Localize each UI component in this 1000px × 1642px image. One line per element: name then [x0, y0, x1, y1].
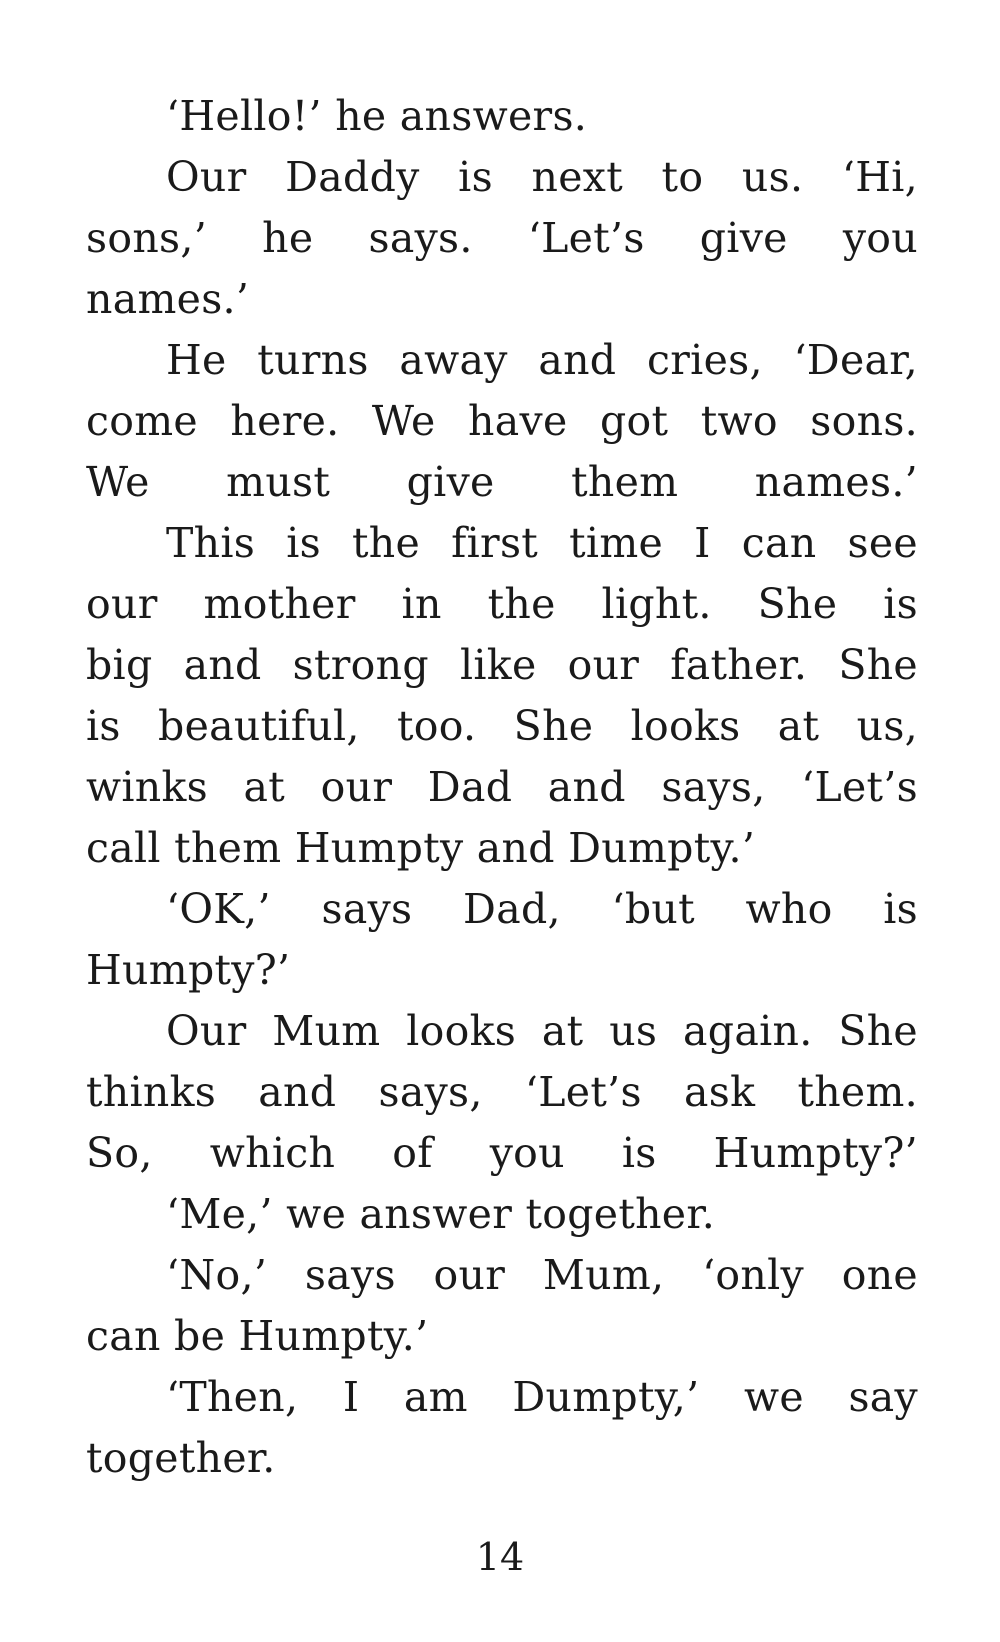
- text-line: ‘Hello!’ he answers.: [166, 92, 588, 140]
- page-number: 14: [475, 1535, 525, 1579]
- text-line: come here. We have got two sons.: [86, 397, 918, 445]
- text-line: So, which of you is Humpty?’: [86, 1129, 918, 1177]
- text-line: thinks and says, ‘Let’s ask them.: [86, 1068, 918, 1116]
- text-line: Humpty?’: [86, 946, 291, 994]
- text-line: sons,’ he says. ‘Let’s give you: [86, 214, 918, 262]
- text-line: call them Humpty and Dumpty.’: [86, 824, 756, 872]
- story-text: [86, 86, 918, 1489]
- text-line: big and strong like our father. She: [86, 641, 918, 689]
- text-line: our mother in the light. She is: [86, 580, 918, 628]
- text-line: He turns away and cries, ‘Dear,: [166, 336, 918, 384]
- text-line: ‘OK,’ says Dad, ‘but who is: [166, 885, 918, 933]
- text-line: ‘Then, I am Dumpty,’ we say: [166, 1373, 918, 1421]
- text-line: Our Daddy is next to us. ‘Hi,: [166, 153, 918, 201]
- text-line: together.: [86, 1434, 276, 1482]
- text-line: ‘No,’ says our Mum, ‘only one: [166, 1251, 918, 1299]
- text-line: can be Humpty.’: [86, 1312, 429, 1360]
- text-line: Our Mum looks at us again. She: [166, 1007, 918, 1055]
- text-line: names.’: [86, 275, 250, 323]
- text-line: winks at our Dad and says, ‘Let’s: [86, 763, 918, 811]
- text-line: is beautiful, too. She looks at us,: [86, 702, 918, 750]
- text-line: This is the first time I can see: [166, 519, 918, 567]
- text-line: ‘Me,’ we answer together.: [166, 1190, 716, 1238]
- text-line: We must give them names.’: [86, 458, 918, 506]
